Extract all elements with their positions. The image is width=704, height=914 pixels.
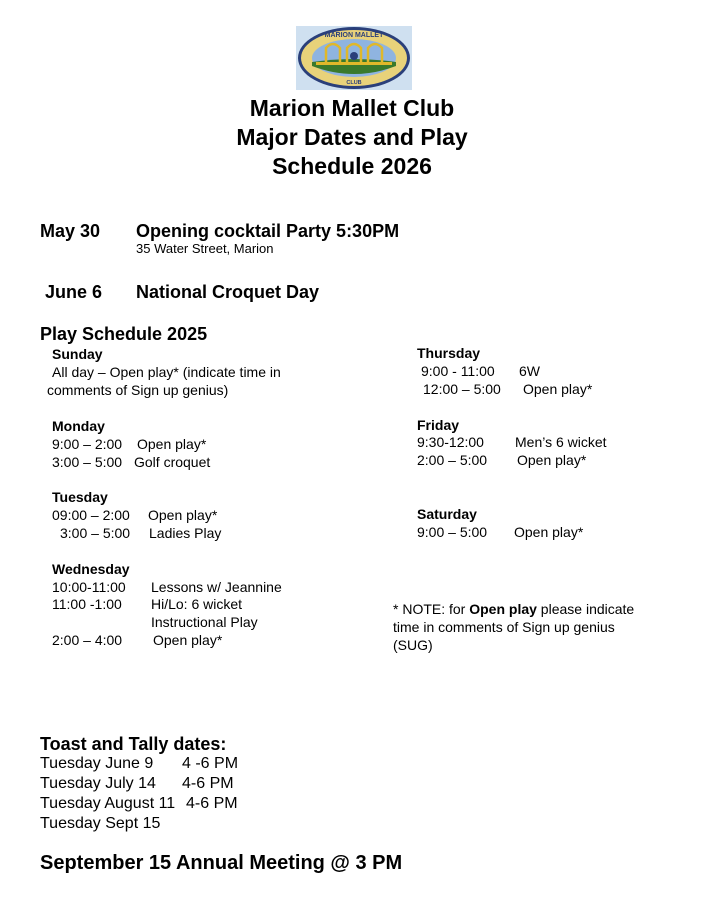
schedule-activity: Hi/Lo: 6 wicket bbox=[151, 596, 243, 612]
toast-time: 4 -6 PM bbox=[182, 755, 239, 772]
event-detail: 35 Water Street, Marion bbox=[136, 241, 274, 256]
toast-date: Tuesday Sept 15 bbox=[40, 815, 161, 832]
toast-time: 4-6 PM bbox=[186, 795, 238, 812]
event-name: National Croquet Day bbox=[136, 282, 320, 302]
schedule-time: 9:00 – 2:00 bbox=[52, 436, 123, 452]
schedule-activity: Ladies Play bbox=[149, 525, 222, 541]
logo-bottom-text: CLUB bbox=[346, 80, 362, 86]
schedule-time: 2:00 – 4:00 bbox=[52, 632, 123, 648]
schedule-activity: Open play* bbox=[514, 524, 584, 540]
schedule-activity: Lessons w/ Jeannine bbox=[151, 579, 282, 595]
sunday-line-1: All day – Open play* (indicate time in bbox=[52, 364, 281, 380]
event-date: May 30 bbox=[40, 221, 101, 241]
club-logo-graphic bbox=[296, 26, 412, 90]
toast-tally-heading: Toast and Tally dates: bbox=[40, 734, 227, 754]
schedule-activity: Open play* bbox=[148, 507, 218, 523]
annual-meeting: September 15 Annual Meeting @ 3 PM bbox=[40, 852, 403, 874]
day-monday: Monday bbox=[52, 418, 105, 434]
note-line-2: time in comments of Sign up genius bbox=[393, 619, 615, 635]
schedule-activity: Open play* bbox=[137, 436, 207, 452]
toast-time: 4-6 PM bbox=[182, 775, 234, 792]
schedule-time: 9:00 – 5:00 bbox=[417, 524, 488, 540]
schedule-activity: 6W bbox=[519, 363, 540, 379]
schedule-time: 9:00 - 11:00 bbox=[421, 363, 495, 379]
schedule-time: 3:00 – 5:00 bbox=[60, 525, 131, 541]
note-prefix: * NOTE: for bbox=[393, 601, 470, 617]
day-friday: Friday bbox=[417, 417, 460, 433]
toast-date: Tuesday August 11 bbox=[40, 795, 176, 812]
toast-date: Tuesday June 9 bbox=[40, 755, 154, 772]
schedule-activity: Open play* bbox=[517, 452, 587, 468]
schedule-time: 2:00 – 5:00 bbox=[417, 452, 488, 468]
title-line-2: Major Dates and Play bbox=[236, 124, 468, 150]
schedule-activity: Instructional Play bbox=[151, 614, 258, 630]
schedule-time: 9:30-12:00 bbox=[417, 434, 484, 450]
note-bold: Open play bbox=[469, 601, 537, 617]
schedule-time: 12:00 – 5:00 bbox=[423, 381, 501, 397]
title-line-1: Marion Mallet Club bbox=[249, 95, 455, 121]
schedule-time: 09:00 – 2:00 bbox=[52, 507, 130, 523]
schedule-time: 3:00 – 5:00 bbox=[52, 454, 123, 470]
logo-top-text: MARION MALLET bbox=[324, 32, 384, 39]
schedule-activity: Golf croquet bbox=[134, 454, 211, 470]
schedule-time: 10:00-11:00 bbox=[52, 579, 126, 595]
schedule-activity: Open play* bbox=[523, 381, 593, 397]
event-name: Opening cocktail Party 5:30PM bbox=[136, 221, 400, 241]
day-tuesday: Tuesday bbox=[52, 489, 108, 505]
note-line-3: (SUG) bbox=[393, 637, 433, 653]
note-suffix: please indicate bbox=[536, 601, 635, 617]
title-line-3: Schedule 2026 bbox=[272, 153, 432, 179]
note-line-1 bbox=[393, 601, 634, 617]
schedule-activity: Men’s 6 wicket bbox=[515, 434, 607, 450]
event-date: June 6 bbox=[45, 282, 103, 302]
day-saturday: Saturday bbox=[417, 506, 477, 522]
schedule-activity: Open play* bbox=[153, 632, 223, 648]
club-logo bbox=[296, 26, 412, 90]
sunday-line-2: comments of Sign up genius) bbox=[47, 382, 229, 398]
schedule-time: 11:00 -1:00 bbox=[52, 596, 122, 612]
play-schedule-heading: Play Schedule 2025 bbox=[40, 324, 208, 344]
day-sunday: Sunday bbox=[52, 346, 103, 362]
day-wednesday: Wednesday bbox=[52, 561, 130, 577]
toast-date: Tuesday July 14 bbox=[40, 775, 156, 792]
day-thursday: Thursday bbox=[417, 345, 481, 361]
